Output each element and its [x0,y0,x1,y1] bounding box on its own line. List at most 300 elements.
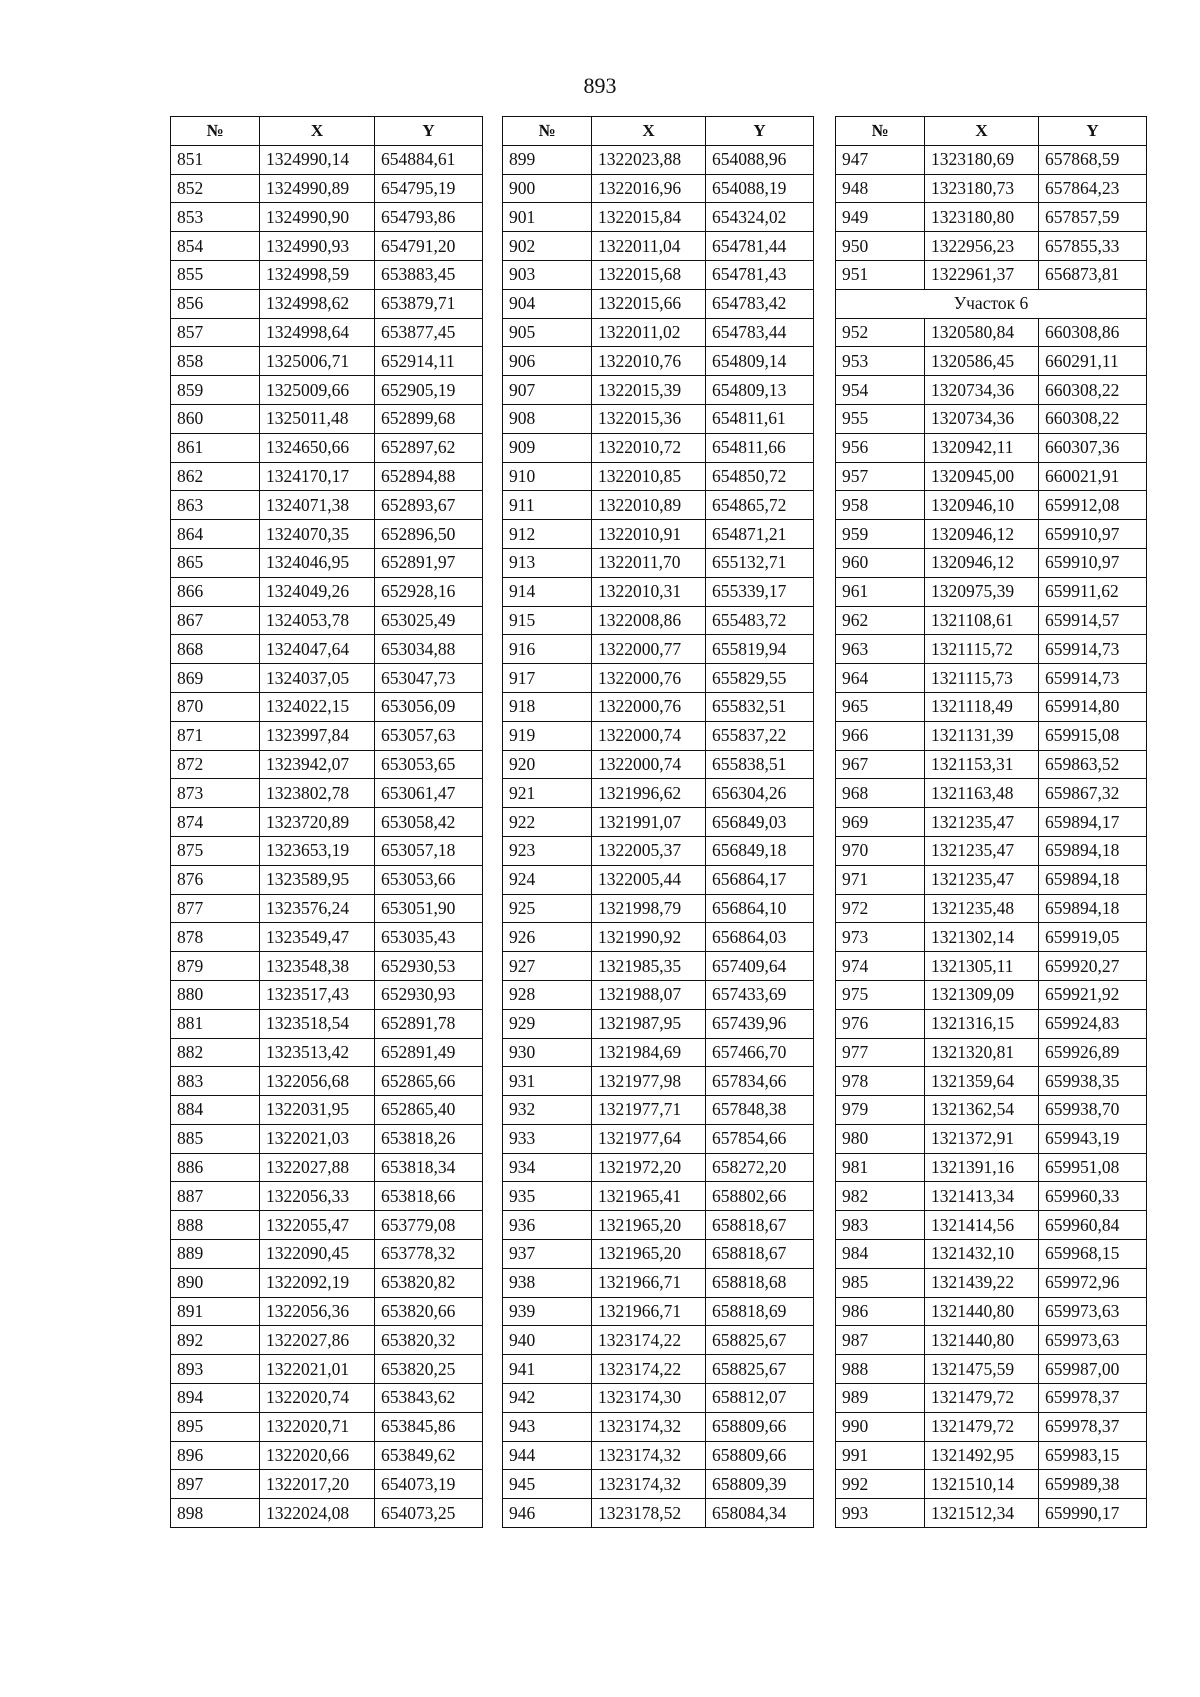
point-number-cell: 966 [836,721,925,750]
x-coordinate-cell: 1320945,00 [925,462,1039,491]
point-number-cell: 868 [171,635,260,664]
table-row [171,1384,483,1413]
point-number-cell: 897 [171,1470,260,1499]
y-coordinate-cell: 659910,97 [1039,548,1147,577]
point-number-cell: 864 [171,520,260,549]
y-coordinate-cell: 659987,00 [1039,1355,1147,1384]
x-coordinate-cell: 1321115,72 [925,635,1039,664]
point-number-cell: 987 [836,1326,925,1355]
y-coordinate-cell: 657857,59 [1039,203,1147,232]
x-coordinate-cell: 1323589,95 [260,865,375,894]
x-coordinate-cell: 1322027,88 [260,1153,375,1182]
y-coordinate-cell: 659914,57 [1039,606,1147,635]
table-row [836,232,1147,261]
table-row [171,1067,483,1096]
coordinates-table-2 [502,116,814,1528]
point-number-cell: 855 [171,260,260,289]
point-number-cell: 876 [171,865,260,894]
point-number-cell: 888 [171,1211,260,1240]
table-row [171,1499,483,1528]
table-row [503,1470,814,1499]
table-row [836,1240,1147,1269]
point-number-cell: 943 [503,1412,592,1441]
y-coordinate-cell: 652899,68 [375,404,483,433]
x-coordinate-cell: 1321998,79 [592,894,706,923]
table-row [171,174,483,203]
point-number-cell: 946 [503,1499,592,1528]
header-x: X [592,117,706,146]
x-coordinate-cell: 1321990,92 [592,923,706,952]
table-row [171,145,483,174]
point-number-cell: 895 [171,1412,260,1441]
x-coordinate-cell: 1321984,69 [592,1038,706,1067]
x-coordinate-cell: 1321492,95 [925,1441,1039,1470]
x-coordinate-cell: 1320734,36 [925,404,1039,433]
y-coordinate-cell: 659973,63 [1039,1297,1147,1326]
x-coordinate-cell: 1322005,44 [592,865,706,894]
x-coordinate-cell: 1323174,32 [592,1441,706,1470]
y-coordinate-cell: 655483,72 [706,606,814,635]
point-number-cell: 919 [503,721,592,750]
y-coordinate-cell: 659989,38 [1039,1470,1147,1499]
x-coordinate-cell: 1320586,45 [925,347,1039,376]
table-row [836,1153,1147,1182]
x-coordinate-cell: 1321413,34 [925,1182,1039,1211]
y-coordinate-cell: 652893,67 [375,491,483,520]
x-coordinate-cell: 1322010,76 [592,347,706,376]
x-coordinate-cell: 1321440,80 [925,1326,1039,1355]
y-coordinate-cell: 653053,65 [375,750,483,779]
point-number-cell: 965 [836,692,925,721]
table-header-row [171,117,483,146]
table-row [171,1470,483,1499]
table-row [503,779,814,808]
y-coordinate-cell: 658084,34 [706,1499,814,1528]
point-number-cell: 973 [836,923,925,952]
table-row [836,923,1147,952]
table-row [171,635,483,664]
x-coordinate-cell: 1321988,07 [592,980,706,1009]
point-number-cell: 908 [503,404,592,433]
point-number-cell: 854 [171,232,260,261]
y-coordinate-cell: 652891,49 [375,1038,483,1067]
x-coordinate-cell: 1323997,84 [260,721,375,750]
table-row [836,952,1147,981]
table-row [836,491,1147,520]
x-coordinate-cell: 1324170,17 [260,462,375,491]
point-number-cell: 945 [503,1470,592,1499]
y-coordinate-cell: 654791,20 [375,232,483,261]
table-row [171,548,483,577]
x-coordinate-cell: 1324049,26 [260,577,375,606]
table-row [836,1412,1147,1441]
point-number-cell: 872 [171,750,260,779]
header-y: Y [1039,117,1147,146]
x-coordinate-cell: 1322092,19 [260,1268,375,1297]
x-coordinate-cell: 1324998,64 [260,318,375,347]
y-coordinate-cell: 659914,73 [1039,664,1147,693]
table-row [836,1441,1147,1470]
point-number-cell: 861 [171,433,260,462]
table-row [171,1009,483,1038]
table-row [171,1211,483,1240]
x-coordinate-cell: 1320734,36 [925,376,1039,405]
point-number-cell: 924 [503,865,592,894]
table-row [171,1153,483,1182]
point-number-cell: 925 [503,894,592,923]
x-coordinate-cell: 1322020,66 [260,1441,375,1470]
table-row [836,1355,1147,1384]
x-coordinate-cell: 1320946,10 [925,491,1039,520]
y-coordinate-cell: 660308,86 [1039,318,1147,347]
point-number-cell: 982 [836,1182,925,1211]
x-coordinate-cell: 1321305,11 [925,952,1039,981]
table-row [503,1240,814,1269]
point-number-cell: 915 [503,606,592,635]
point-number-cell: 975 [836,980,925,1009]
x-coordinate-cell: 1323180,80 [925,203,1039,232]
point-number-cell: 903 [503,260,592,289]
point-number-cell: 986 [836,1297,925,1326]
y-coordinate-cell: 659960,33 [1039,1182,1147,1211]
x-coordinate-cell: 1324070,35 [260,520,375,549]
table-row [171,491,483,520]
point-number-cell: 902 [503,232,592,261]
table-row [836,1067,1147,1096]
table-row [171,1124,483,1153]
table-header-row [503,117,814,146]
x-coordinate-cell: 1322010,89 [592,491,706,520]
point-number-cell: 967 [836,750,925,779]
table-row [171,664,483,693]
x-coordinate-cell: 1321432,10 [925,1240,1039,1269]
point-number-cell: 963 [836,635,925,664]
x-coordinate-cell: 1321131,39 [925,721,1039,750]
table-row [503,980,814,1009]
x-coordinate-cell: 1324650,66 [260,433,375,462]
point-number-cell: 909 [503,433,592,462]
x-coordinate-cell: 1321108,61 [925,606,1039,635]
table-row [836,664,1147,693]
table-row [836,1211,1147,1240]
table-row [836,1182,1147,1211]
y-coordinate-cell: 659938,70 [1039,1096,1147,1125]
table-row [836,692,1147,721]
y-coordinate-cell: 653035,43 [375,923,483,952]
x-coordinate-cell: 1322010,31 [592,577,706,606]
point-number-cell: 916 [503,635,592,664]
header-y: Y [706,117,814,146]
table-row [836,1009,1147,1038]
table-row [836,721,1147,750]
point-number-cell: 930 [503,1038,592,1067]
point-number-cell: 955 [836,404,925,433]
table-row [171,1268,483,1297]
point-number-cell: 871 [171,721,260,750]
y-coordinate-cell: 653779,08 [375,1211,483,1240]
x-coordinate-cell: 1323517,43 [260,980,375,1009]
y-coordinate-cell: 654781,43 [706,260,814,289]
table-row [171,462,483,491]
table-row [171,721,483,750]
coordinates-table-1 [170,116,483,1528]
table-row [503,1067,814,1096]
point-number-cell: 857 [171,318,260,347]
page-number: 893 [583,73,617,98]
table-row [503,721,814,750]
y-coordinate-cell: 657854,66 [706,1124,814,1153]
point-number-cell: 852 [171,174,260,203]
y-coordinate-cell: 655339,17 [706,577,814,606]
y-coordinate-cell: 654809,14 [706,347,814,376]
x-coordinate-cell: 1320946,12 [925,520,1039,549]
y-coordinate-cell: 658809,66 [706,1441,814,1470]
y-coordinate-cell: 653820,25 [375,1355,483,1384]
y-coordinate-cell: 656873,81 [1039,260,1147,289]
point-number-cell: 865 [171,548,260,577]
point-number-cell: 971 [836,865,925,894]
y-coordinate-cell: 659911,62 [1039,577,1147,606]
y-coordinate-cell: 659968,15 [1039,1240,1147,1269]
x-coordinate-cell: 1322015,36 [592,404,706,433]
table-row [171,433,483,462]
x-coordinate-cell: 1322023,88 [592,145,706,174]
table-row [503,289,814,318]
point-number-cell: 887 [171,1182,260,1211]
table-row [171,404,483,433]
y-coordinate-cell: 652865,40 [375,1096,483,1125]
y-coordinate-cell: 659926,89 [1039,1038,1147,1067]
y-coordinate-cell: 657848,38 [706,1096,814,1125]
table-row [836,260,1147,289]
point-number-cell: 978 [836,1067,925,1096]
x-coordinate-cell: 1322020,74 [260,1384,375,1413]
point-number-cell: 907 [503,376,592,405]
point-number-cell: 944 [503,1441,592,1470]
x-coordinate-cell: 1321965,20 [592,1240,706,1269]
y-coordinate-cell: 657439,96 [706,1009,814,1038]
x-coordinate-cell: 1321966,71 [592,1268,706,1297]
point-number-cell: 934 [503,1153,592,1182]
point-number-cell: 979 [836,1096,925,1125]
point-number-cell: 989 [836,1384,925,1413]
y-coordinate-cell: 659943,19 [1039,1124,1147,1153]
table-row [171,894,483,923]
x-coordinate-cell: 1325011,48 [260,404,375,433]
x-coordinate-cell: 1322005,37 [592,836,706,865]
point-number-cell: 856 [171,289,260,318]
point-number-cell: 956 [836,433,925,462]
y-coordinate-cell: 653883,45 [375,260,483,289]
header-x: X [260,117,375,146]
table-row [836,606,1147,635]
y-coordinate-cell: 656849,03 [706,808,814,837]
y-coordinate-cell: 658809,39 [706,1470,814,1499]
point-number-cell: 890 [171,1268,260,1297]
table-row [171,692,483,721]
table-row [171,289,483,318]
y-coordinate-cell: 652891,97 [375,548,483,577]
x-coordinate-cell: 1321163,48 [925,779,1039,808]
table-row [503,347,814,376]
y-coordinate-cell: 658812,07 [706,1384,814,1413]
point-number-cell: 942 [503,1384,592,1413]
y-coordinate-cell: 659978,37 [1039,1384,1147,1413]
table-row [503,577,814,606]
y-coordinate-cell: 655838,51 [706,750,814,779]
header-number: № [503,117,592,146]
table-row [503,174,814,203]
x-coordinate-cell: 1323653,19 [260,836,375,865]
point-number-cell: 891 [171,1297,260,1326]
y-coordinate-cell: 659983,15 [1039,1441,1147,1470]
point-number-cell: 912 [503,520,592,549]
point-number-cell: 968 [836,779,925,808]
table-row [503,1153,814,1182]
table-row [836,145,1147,174]
table-row [171,1355,483,1384]
y-coordinate-cell: 654865,72 [706,491,814,520]
y-coordinate-cell: 654088,19 [706,174,814,203]
x-coordinate-cell: 1322015,66 [592,289,706,318]
point-number-cell: 917 [503,664,592,693]
y-coordinate-cell: 652891,78 [375,1009,483,1038]
point-number-cell: 913 [503,548,592,577]
table-row [503,606,814,635]
point-number-cell: 953 [836,347,925,376]
point-number-cell: 960 [836,548,925,577]
y-coordinate-cell: 652930,53 [375,952,483,981]
y-coordinate-cell: 653820,82 [375,1268,483,1297]
x-coordinate-cell: 1321977,64 [592,1124,706,1153]
point-number-cell: 858 [171,347,260,376]
y-coordinate-cell: 660308,22 [1039,376,1147,405]
y-coordinate-cell: 652896,50 [375,520,483,549]
x-coordinate-cell: 1321316,15 [925,1009,1039,1038]
x-coordinate-cell: 1322056,36 [260,1297,375,1326]
x-coordinate-cell: 1322027,86 [260,1326,375,1355]
table-row [171,203,483,232]
x-coordinate-cell: 1323174,22 [592,1326,706,1355]
table-row [503,376,814,405]
point-number-cell: 931 [503,1067,592,1096]
x-coordinate-cell: 1323720,89 [260,808,375,837]
table-row [171,260,483,289]
header-number: № [836,117,925,146]
x-coordinate-cell: 1323518,54 [260,1009,375,1038]
x-coordinate-cell: 1322021,03 [260,1124,375,1153]
table-row [503,952,814,981]
x-coordinate-cell: 1323802,78 [260,779,375,808]
y-coordinate-cell: 653820,32 [375,1326,483,1355]
y-coordinate-cell: 653025,49 [375,606,483,635]
y-coordinate-cell: 655132,71 [706,548,814,577]
y-coordinate-cell: 659894,18 [1039,865,1147,894]
point-number-cell: 926 [503,923,592,952]
y-coordinate-cell: 659915,08 [1039,721,1147,750]
point-number-cell: 898 [171,1499,260,1528]
x-coordinate-cell: 1321235,48 [925,894,1039,923]
point-number-cell: 860 [171,404,260,433]
table-header-row [836,117,1147,146]
y-coordinate-cell: 659894,18 [1039,836,1147,865]
table-row [503,520,814,549]
point-number-cell: 992 [836,1470,925,1499]
y-coordinate-cell: 654871,21 [706,520,814,549]
y-coordinate-cell: 654088,96 [706,145,814,174]
x-coordinate-cell: 1322056,68 [260,1067,375,1096]
point-number-cell: 935 [503,1182,592,1211]
x-coordinate-cell: 1321391,16 [925,1153,1039,1182]
x-coordinate-cell: 1322008,86 [592,606,706,635]
point-number-cell: 851 [171,145,260,174]
y-coordinate-cell: 655819,94 [706,635,814,664]
x-coordinate-cell: 1322011,04 [592,232,706,261]
point-number-cell: 990 [836,1412,925,1441]
point-number-cell: 905 [503,318,592,347]
y-coordinate-cell: 654811,61 [706,404,814,433]
point-number-cell: 939 [503,1297,592,1326]
table-row [171,232,483,261]
point-number-cell: 870 [171,692,260,721]
point-number-cell: 879 [171,952,260,981]
table-row [836,1384,1147,1413]
x-coordinate-cell: 1321439,22 [925,1268,1039,1297]
y-coordinate-cell: 658272,20 [706,1153,814,1182]
x-coordinate-cell: 1322015,84 [592,203,706,232]
header-number: № [171,117,260,146]
point-number-cell: 940 [503,1326,592,1355]
y-coordinate-cell: 653818,34 [375,1153,483,1182]
table-row [503,1297,814,1326]
x-coordinate-cell: 1324990,93 [260,232,375,261]
table-row [171,750,483,779]
point-number-cell: 958 [836,491,925,520]
x-coordinate-cell: 1321309,09 [925,980,1039,1009]
point-number-cell: 957 [836,462,925,491]
point-number-cell: 901 [503,203,592,232]
table-row [171,808,483,837]
point-number-cell: 977 [836,1038,925,1067]
point-number-cell: 893 [171,1355,260,1384]
x-coordinate-cell: 1321414,56 [925,1211,1039,1240]
point-number-cell: 906 [503,347,592,376]
y-coordinate-cell: 659960,84 [1039,1211,1147,1240]
point-number-cell: 949 [836,203,925,232]
point-number-cell: 985 [836,1268,925,1297]
y-coordinate-cell: 658818,67 [706,1211,814,1240]
x-coordinate-cell: 1324998,62 [260,289,375,318]
y-coordinate-cell: 660307,36 [1039,433,1147,462]
y-coordinate-cell: 654324,02 [706,203,814,232]
y-coordinate-cell: 659951,08 [1039,1153,1147,1182]
x-coordinate-cell: 1323178,52 [592,1499,706,1528]
table-row [171,1038,483,1067]
y-coordinate-cell: 660021,91 [1039,462,1147,491]
x-coordinate-cell: 1322010,85 [592,462,706,491]
table-row [836,520,1147,549]
x-coordinate-cell: 1324990,90 [260,203,375,232]
table-row [836,865,1147,894]
x-coordinate-cell: 1323549,47 [260,923,375,952]
y-coordinate-cell: 654795,19 [375,174,483,203]
x-coordinate-cell: 1321965,20 [592,1211,706,1240]
table-row [171,606,483,635]
table-row [503,808,814,837]
point-number-cell: 867 [171,606,260,635]
y-coordinate-cell: 653818,66 [375,1182,483,1211]
y-coordinate-cell: 659973,63 [1039,1326,1147,1355]
